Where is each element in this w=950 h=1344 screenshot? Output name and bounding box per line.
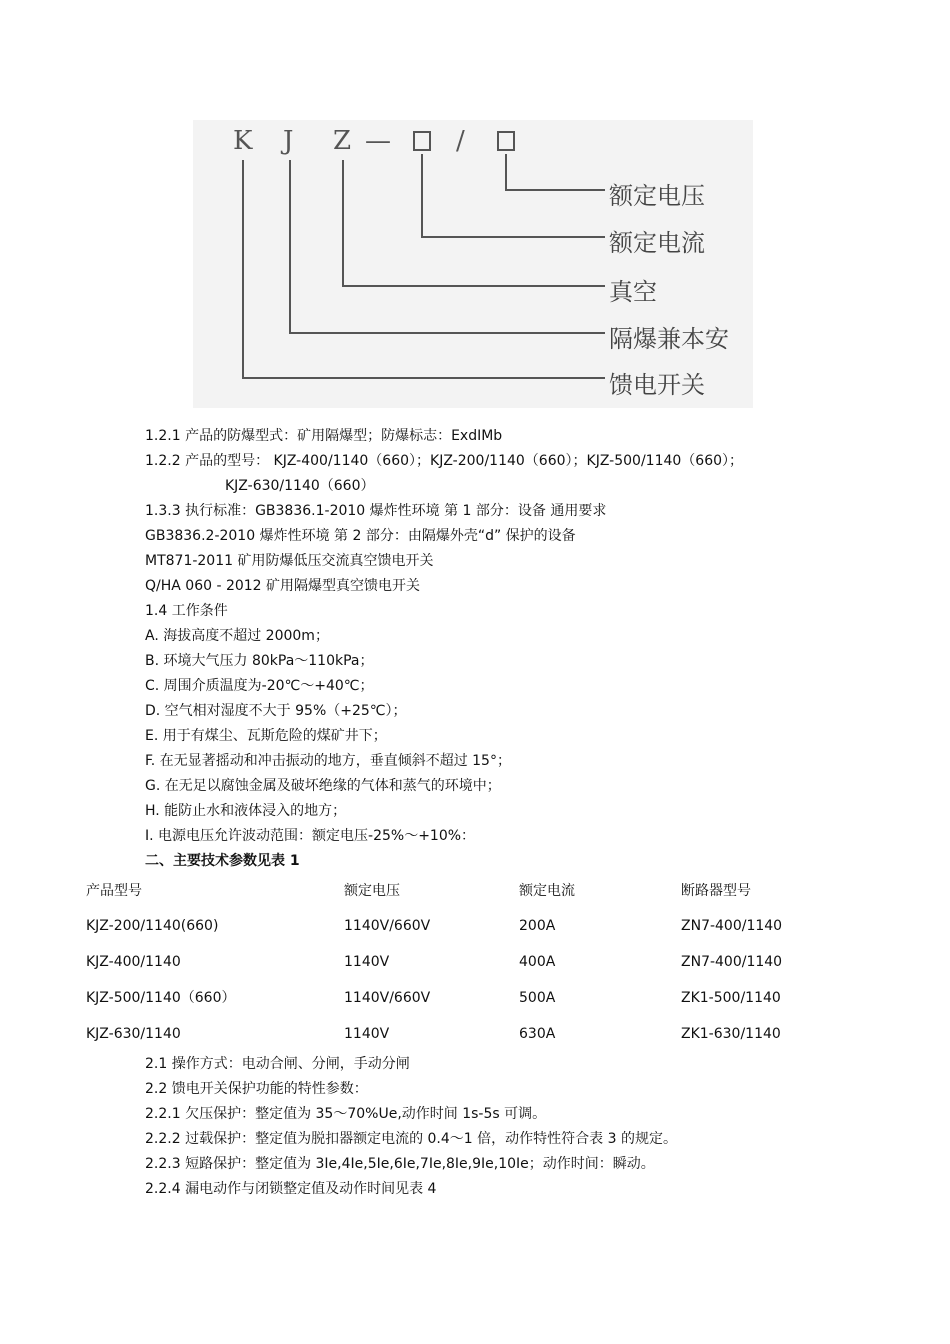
cell-current: 500A [519, 990, 556, 1006]
condition-c: C. 周围介质温度为-20℃～+40℃； [145, 678, 374, 694]
section-heading: 二、主要技术参数见表 1 [145, 853, 300, 869]
leakage-protection: 2.2.4 漏电动作与闭锁整定值及动作时间见表 4 [145, 1181, 437, 1197]
operation-mode: 2.1 操作方式：电动合闸、分闸，手动分闸 [145, 1056, 410, 1072]
cell-voltage: 1140V/660V [344, 918, 431, 934]
cell-current: 400A [519, 954, 556, 970]
code-box-voltage [497, 131, 515, 151]
product-models: 1.2.2 产品的型号： KJZ-400/1140（660）；KJZ-200/1140（660）；KJZ-500/1140（660）； [145, 453, 744, 469]
cell-model: KJZ-630/1140 [86, 1026, 181, 1042]
cell-model: KJZ-200/1140(660) [86, 918, 219, 934]
code-letter-j: J [283, 126, 294, 156]
standard-2: GB3836.2-2010 爆炸性环境 第 2 部分：由隔爆外壳“d” 保护的设备 [145, 528, 576, 544]
cell-voltage: 1140V [344, 1026, 390, 1042]
label-flameproof-intrinsic: 隔爆兼本安 [609, 325, 729, 353]
product-models-cont: KJZ-630/1140（660） [225, 478, 375, 494]
working-conditions-heading: 1.4 工作条件 [145, 603, 228, 619]
code-box-current [413, 131, 431, 151]
label-rated-voltage: 额定电压 [609, 182, 705, 210]
condition-d: D. 空气相对湿度不大于 95%（+25℃）； [145, 703, 407, 719]
condition-g: G. 在无足以腐蚀金属及破坏绝缘的气体和蒸气的环境中； [145, 778, 501, 794]
header-breaker: 断路器型号 [681, 883, 751, 899]
cell-breaker: ZN7-400/1140 [681, 954, 783, 970]
code-letter-k: K [233, 126, 253, 156]
condition-b: B. 环境大气压力 80kPa～110kPa； [145, 653, 374, 669]
undervoltage-protection: 2.2.1 欠压保护：整定值为 35～70%Ue,动作时间 1s-5s 可调。 [145, 1106, 547, 1122]
condition-f: F. 在无显著摇动和冲击振动的地方，垂直倾斜不超过 15°； [145, 753, 511, 769]
standard-1: 1.3.3 执行标准：GB3836.1-2010 爆炸性环境 第 1 部分：设备 通用要求 [145, 503, 607, 519]
condition-i: I. 电源电压允许波动范围：额定电压-25%～+10%： [145, 828, 476, 844]
cell-breaker: ZK1-630/1140 [681, 1026, 781, 1042]
standard-3: MT871-2011 矿用防爆低压交流真空馈电开关 [145, 553, 434, 569]
cell-current: 630A [519, 1026, 556, 1042]
condition-e: E. 用于有煤尘、瓦斯危险的煤矿井下； [145, 728, 387, 744]
code-dash: — [365, 126, 391, 156]
explosion-proof-type: 1.2.1 产品的防爆型式：矿用隔爆型；防爆标志：ExdIMb [145, 428, 503, 444]
code-slash: / [456, 126, 465, 156]
cell-model: KJZ-400/1140 [86, 954, 181, 970]
header-voltage: 额定电压 [344, 883, 400, 899]
condition-h: H. 能防止水和液体浸入的地方； [145, 803, 347, 819]
header-current: 额定电流 [519, 883, 575, 899]
label-vacuum: 真空 [609, 278, 657, 306]
cell-current: 200A [519, 918, 556, 934]
overload-protection: 2.2.2 过载保护：整定值为脱扣器额定电流的 0.4～1 倍，动作特性符合表 3 的规定。 [145, 1131, 677, 1147]
standard-4: Q/HA 060 - 2012 矿用隔爆型真空馈电开关 [145, 578, 421, 594]
cell-voltage: 1140V/660V [344, 990, 431, 1006]
cell-voltage: 1140V [344, 954, 390, 970]
code-letter-z: Z [333, 126, 352, 156]
model-code-diagram [193, 120, 753, 408]
label-feeder-switch: 馈电开关 [609, 371, 705, 399]
cell-model: KJZ-500/1140（660） [86, 990, 236, 1006]
cell-breaker: ZK1-500/1140 [681, 990, 781, 1006]
short-circuit-protection: 2.2.3 短路保护：整定值为 3Ie,4Ie,5Ie,6Ie,7Ie,8Ie,9Ie,10Ie；动作时间：瞬动。 [145, 1156, 655, 1172]
cell-breaker: ZN7-400/1140 [681, 918, 783, 934]
label-rated-current: 额定电流 [609, 229, 705, 257]
header-model: 产品型号 [86, 883, 142, 899]
protection-params-heading: 2.2 馈电开关保护功能的特性参数： [145, 1081, 368, 1097]
condition-a: A. 海拔高度不超过 2000m； [145, 628, 329, 644]
